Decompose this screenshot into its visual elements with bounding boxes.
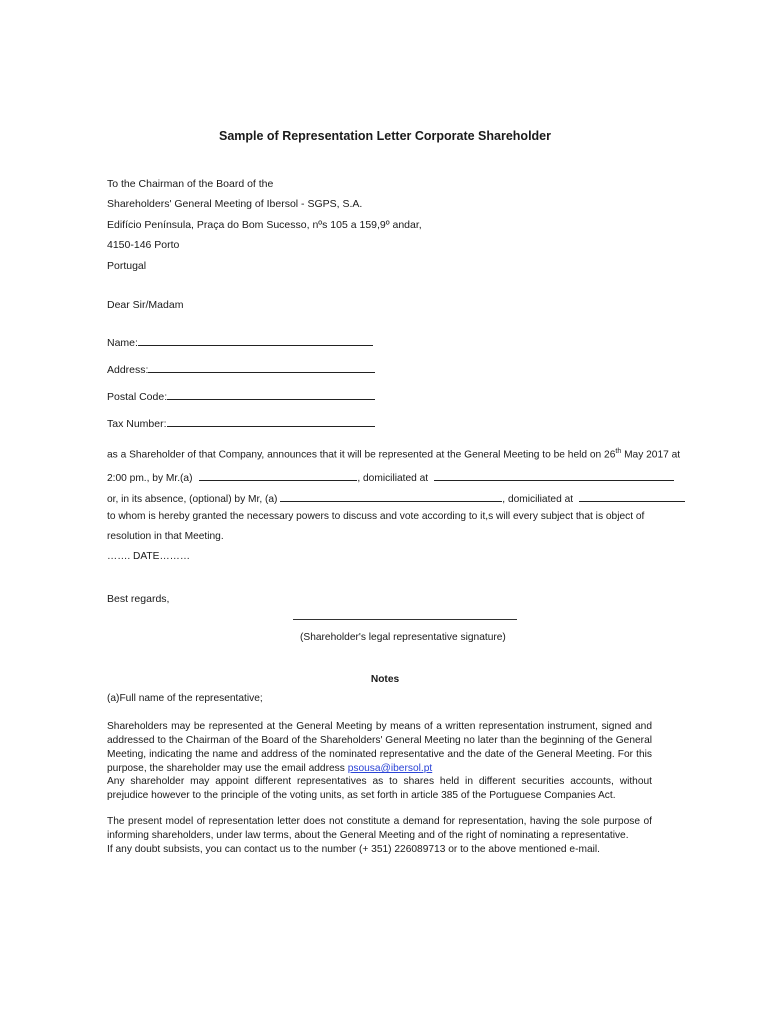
tax-number-label: Tax Number: bbox=[107, 418, 167, 430]
date-line: ……. DATE……… bbox=[107, 551, 191, 562]
address-blank[interactable] bbox=[148, 361, 375, 373]
name-field[interactable] bbox=[107, 334, 373, 349]
body-line-1 bbox=[107, 448, 680, 460]
name-blank[interactable] bbox=[138, 334, 373, 346]
address-field[interactable] bbox=[107, 361, 375, 376]
notes-paragraph-3: The present model of representation letter does not constitute a demand for representation, having the sole purpose of informing shareholders, under law terms, about the General Meeting and of the right of nominating a representative. bbox=[107, 816, 652, 841]
alternate-representative-label: or, in its absence, (optional) by Mr, (a) bbox=[107, 494, 278, 505]
notes-paragraph-1-text: Shareholders may be represented at the General Meeting by means of a written representation instrument, signed and addressed to the Chairman of the Board of the Shareholders' General Meeting no later than the beginning of the General Meeting, indicating the name and address of the nominated representative and the date of the General Meeting. For this purpose, the shareholder may use the email address bbox=[107, 721, 652, 774]
domicile-label: , domiciliated at bbox=[357, 473, 429, 484]
address-label: Address: bbox=[107, 364, 149, 376]
name-label: Name: bbox=[107, 337, 138, 349]
alternate-domicile-blank[interactable] bbox=[579, 490, 685, 502]
representative-blank[interactable] bbox=[199, 469, 357, 481]
address-line-5: Portugal bbox=[107, 260, 147, 272]
alternate-domicile-label: , domiciliated at bbox=[502, 494, 574, 505]
domicile-blank[interactable] bbox=[434, 469, 674, 481]
address-line-2: Shareholders' General Meeting of Ibersol - SGPS, S.A. bbox=[107, 198, 363, 210]
postal-code-label: Postal Code: bbox=[107, 391, 168, 403]
body-line-1-text: as a Shareholder of that Company, announces that it will be represented at the General Meeting to be held on 26 bbox=[107, 449, 616, 461]
address-line-4: 4150-146 Porto bbox=[107, 239, 180, 251]
email-link[interactable]: psousa@ibersol.pt bbox=[347, 763, 433, 774]
body-line-4: to whom is hereby granted the necessary powers to discuss and vote according to it,s will every subject that is object of bbox=[107, 511, 645, 522]
signature-line[interactable] bbox=[293, 619, 517, 620]
postal-code-field[interactable] bbox=[107, 388, 375, 403]
signature-caption: (Shareholder's legal representative signature) bbox=[300, 632, 506, 643]
page-title: Sample of Representation Letter Corporate Shareholder bbox=[218, 129, 551, 143]
body-line-5: resolution in that Meeting. bbox=[107, 531, 224, 542]
body-line-3 bbox=[107, 490, 685, 505]
tax-number-blank[interactable] bbox=[167, 415, 375, 427]
alternate-representative-blank[interactable] bbox=[280, 490, 502, 502]
salutation: Dear Sir/Madam bbox=[107, 299, 184, 311]
address-line-1: To the Chairman of the Board of the bbox=[107, 178, 274, 190]
note-a: (a)Full name of the representative; bbox=[107, 693, 263, 704]
notes-paragraph-1 bbox=[107, 720, 652, 776]
closing: Best regards, bbox=[107, 593, 170, 605]
address-line-3: Edifício Península, Praça do Bom Sucesso, nºs 105 a 159,9º andar, bbox=[107, 219, 422, 231]
postal-code-blank[interactable] bbox=[167, 388, 375, 400]
notes-heading: Notes bbox=[370, 674, 400, 685]
representative-label: 2:00 pm., by Mr.(a) bbox=[107, 473, 193, 484]
notes-paragraph-2: Any shareholder may appoint different representatives as to shares held in different securities accounts, without prejudice however to the principle of the voting units, as set forth in article 385 of the Portuguese Companies Act. bbox=[107, 776, 652, 801]
notes-paragraph-4: If any doubt subsists, you can contact us to the number (+ 351) 226089713 or to the above mentioned e-mail. bbox=[107, 844, 600, 855]
body-line-1-end: May 2017 at bbox=[621, 449, 681, 461]
ordinal-suffix: th bbox=[615, 448, 622, 455]
tax-number-field[interactable] bbox=[107, 415, 375, 430]
body-line-2 bbox=[107, 469, 674, 484]
